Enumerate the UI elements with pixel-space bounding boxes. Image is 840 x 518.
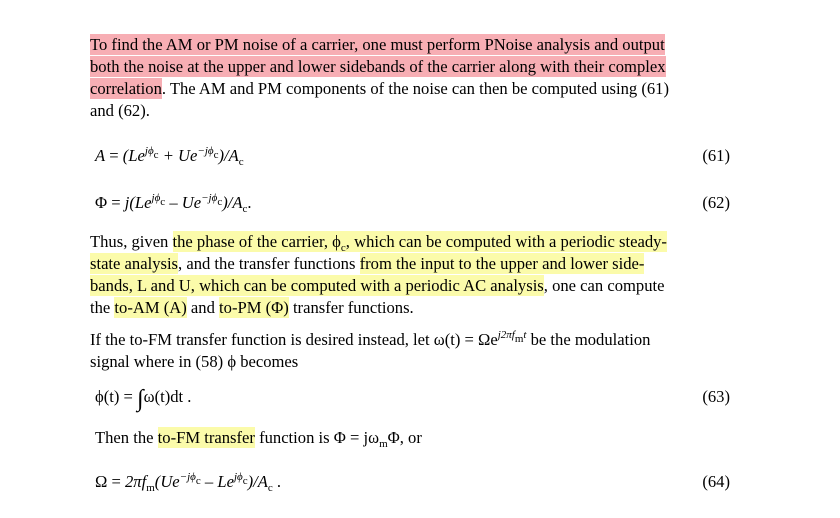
text: Thus, given	[90, 232, 173, 251]
equation-number-62: (62)	[702, 193, 730, 212]
eq-exponent: −jϕ	[197, 145, 214, 157]
eq-term: – Le	[200, 472, 234, 491]
highlighted-text: state analysis	[90, 254, 179, 273]
highlighted-text: correlation	[90, 79, 162, 98]
eq-subscript: m	[146, 482, 155, 494]
subscript: c	[340, 242, 346, 254]
paragraph-2-line-2	[90, 253, 644, 275]
paragraph-3-line-1	[90, 329, 650, 351]
highlighted-text: to-PM (Φ)	[219, 298, 289, 317]
text: , which can be computed with a periodic steady-	[345, 232, 667, 251]
eq-symbol: Φ	[95, 193, 108, 212]
eq-exponent: jϕ	[233, 471, 243, 483]
paragraph-2-line-4	[90, 297, 414, 319]
paragraph-3-line-2: signal where in (58) ϕ becomes	[90, 352, 299, 371]
text: , and the transfer functions	[178, 254, 360, 273]
text: , one can compute	[543, 276, 665, 295]
exponent: t	[523, 329, 527, 341]
text: the phase of the carrier, ϕ	[172, 232, 341, 251]
text: be the modulation	[526, 330, 651, 349]
eq-sign: =	[107, 472, 125, 491]
text: the	[90, 298, 115, 317]
highlighted-text: To find the AM or PM noise of a carrier, one must perform PNoise analysis and output	[90, 35, 665, 54]
highlighted-text: from the input to the upper and lower side-	[359, 254, 645, 273]
text: . The AM and PM components of the noise can then be computed using (61)	[161, 79, 669, 98]
eq-term: – Ue	[165, 193, 202, 212]
eq-term: + Ue	[158, 146, 198, 165]
eq-term: 2πf	[125, 472, 147, 491]
eq-subscript: c	[238, 156, 244, 168]
eq-symbol: Ω	[95, 472, 108, 491]
eq-term: j(Le	[124, 193, 152, 212]
equation-number-64: (64)	[702, 472, 730, 491]
eq-exponent: jϕ	[151, 192, 161, 204]
eq-sign: =	[107, 193, 125, 212]
subscript: m	[379, 438, 388, 450]
paragraph-1-line-3	[90, 78, 669, 100]
eq-term: )/A	[218, 146, 239, 165]
text: function is Φ = jω	[254, 428, 380, 447]
eq-subscript: c	[242, 203, 248, 215]
paragraph-4	[95, 427, 422, 449]
eq-term: )/A	[222, 193, 243, 212]
highlighted-text: to-FM transfer	[157, 428, 255, 447]
highlighted-text: bands, L and U, which can be computed with a periodic AC analysis	[90, 276, 544, 295]
equation-61	[95, 145, 244, 167]
text: Then the	[95, 428, 158, 447]
text: Φ, or	[387, 428, 422, 447]
highlighted-text: both the noise at the upper and lower sidebands of the carrier along with their complex	[90, 57, 666, 76]
eq-subscript: c	[153, 149, 159, 161]
eq-exponent: −jϕ	[179, 471, 196, 483]
text: and	[186, 298, 220, 317]
eq-subscript: c	[213, 149, 219, 161]
paragraph-2-line-3	[90, 275, 664, 297]
text: transfer functions.	[288, 298, 414, 317]
eq-term: ϕ(t) =	[95, 387, 138, 406]
highlighted-text: to-AM (A)	[114, 298, 187, 317]
text: If the to-FM transfer function is desired instead, let ω(t) = Ωe	[90, 330, 498, 349]
eq-subscript: c	[217, 196, 223, 208]
eq-term: (Ue	[154, 472, 180, 491]
eq-term: ω(t)dt .	[143, 387, 192, 406]
equation-62	[95, 192, 252, 214]
eq-period: .	[272, 472, 282, 491]
equation-number-63: (63)	[702, 387, 730, 406]
eq-sign: =	[105, 146, 123, 165]
eq-subscript: c	[195, 475, 201, 487]
equation-63	[95, 386, 191, 410]
paragraph-1-line-2	[90, 56, 666, 78]
highlighted-text	[173, 231, 667, 252]
paragraph-1-line-1	[90, 34, 665, 56]
eq-subscript: c	[267, 482, 273, 494]
eq-exponent: jϕ	[144, 145, 154, 157]
eq-subscript: c	[242, 475, 248, 487]
equation-64	[95, 471, 281, 493]
equation-number-61: (61)	[702, 146, 730, 165]
eq-symbol: A	[95, 146, 106, 165]
exponent: j2πf	[497, 329, 515, 341]
subscript: m	[514, 333, 524, 345]
integral-sign: ∫	[137, 386, 144, 412]
eq-term: )/A	[247, 472, 268, 491]
paragraph-1-line-4: and (62).	[90, 101, 150, 120]
eq-subscript: c	[160, 196, 166, 208]
eq-period: .	[247, 193, 252, 212]
eq-term: (Le	[122, 146, 145, 165]
eq-exponent: −jϕ	[201, 192, 218, 204]
paragraph-2-line-1	[90, 231, 667, 253]
